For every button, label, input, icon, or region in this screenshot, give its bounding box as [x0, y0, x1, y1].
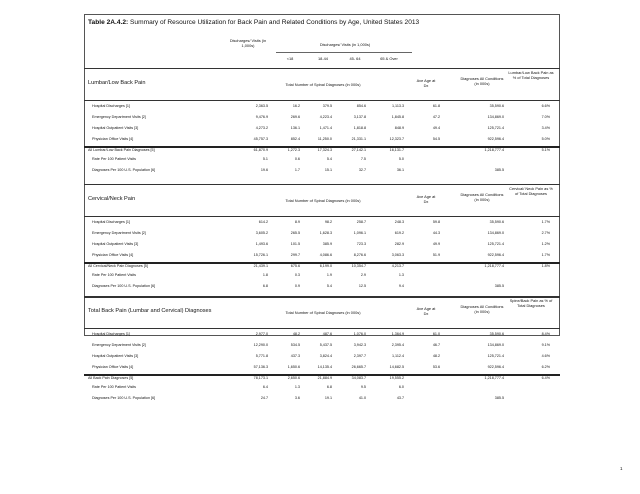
total-cell-total: 78,173.1 [253, 376, 268, 380]
row-label: Physician Office Visits [4] [92, 365, 134, 369]
row-label: Hospital Discharges [1] [92, 332, 130, 336]
cell-total: 614.2 [258, 220, 268, 224]
cell-a: 136.1 [290, 126, 300, 130]
row-label: Physician Office Visits [4] [92, 253, 134, 257]
rate-cell-a: 0.6 [294, 157, 300, 161]
cell-age: 47.2 [432, 115, 440, 119]
total-cell-total: 21,439.1 [253, 264, 268, 268]
total-cell-c: 10,354.7 [351, 264, 366, 268]
pop-row-label: Diagnoses Per 100 U.S. Population [6] [92, 396, 156, 400]
total-cell-d: 19,555.2 [389, 376, 404, 380]
total-cell-a: 1,272.3 [287, 148, 300, 152]
cell-age: 46.7 [432, 343, 440, 347]
total-cell-pct: 1.8% [541, 264, 550, 268]
total-row-label: All Lumbar/Low Back Pain Diagnoses [5] [88, 148, 155, 152]
pop-cell-c: 12.5 [358, 284, 366, 288]
section-header-rule [84, 328, 560, 329]
cell-all: 922,596.4 [487, 365, 504, 369]
rate-cell-c: 9.5 [360, 385, 366, 389]
cell-age: 49.9 [432, 242, 440, 246]
subheader: Total Number of Spinal Diagnoses (in 000s) [285, 198, 361, 203]
cell-total: 45,757.3 [253, 137, 268, 141]
table-title: Table 2A.4.2: Summary of Resource Utilization for Back Pain and Related Conditions by Age, United States 2013 [88, 19, 420, 26]
cell-c: 26,665.7 [351, 365, 366, 369]
row-label: Physician Office Visits [4] [92, 137, 134, 141]
pop-cell-d: 9.4 [398, 284, 404, 288]
rate-cell-b: 6.8 [326, 385, 332, 389]
pop-row-label: Diagnoses Per 100 U.S. Population [6] [92, 168, 156, 172]
cell-d: 2,395.4 [391, 343, 404, 347]
diagnoses-all-header: Diagnoses All Conditions (in 000s) [460, 76, 504, 86]
section-title: Lumbar/Low Back Pain [88, 80, 146, 86]
ave-age-header: Ave Age at Dx [416, 78, 436, 88]
pop-cell-all: 385.5 [494, 396, 504, 400]
cell-all: 134,869.0 [487, 231, 504, 235]
cell-all: 125,721.4 [487, 126, 504, 130]
cell-pct: 2.7% [541, 231, 550, 235]
total-cell-all: 1,218,777.4 [484, 376, 504, 380]
cell-total: 4,273.2 [255, 126, 268, 130]
cell-c: 1,096.1 [353, 231, 366, 235]
cell-d: 1,364.9 [391, 332, 404, 336]
cell-a: 269.6 [290, 115, 300, 119]
rate-cell-d: 5.0 [398, 157, 404, 161]
cell-d: 3,063.3 [391, 253, 404, 257]
cell-b: 5,437.5 [319, 343, 332, 347]
row-label: Emergency Department Visits [2] [92, 231, 146, 235]
cell-all: 922,596.4 [487, 253, 504, 257]
cell-age: 49.4 [432, 126, 440, 130]
cell-c: 3,137.8 [353, 115, 366, 119]
cell-all: 35,590.6 [489, 104, 504, 108]
rate-cell-total: 1.8 [262, 273, 268, 277]
cell-b: 1,471.4 [319, 126, 332, 130]
section-top-rule [84, 68, 560, 69]
cell-all: 922,596.4 [487, 137, 504, 141]
cell-total: 15,726.1 [253, 253, 268, 257]
row-label: Emergency Department Visits [2] [92, 343, 146, 347]
rate-cell-c: 2.9 [360, 273, 366, 277]
cell-b: 11,250.0 [317, 137, 332, 141]
cell-pct: 6.2% [541, 365, 550, 369]
cell-all: 134,869.0 [487, 115, 504, 119]
row-label: Emergency Department Visits [2] [92, 115, 146, 119]
pop-cell-c: 41.0 [358, 396, 366, 400]
row-label: Hospital Outpatient Visits [3] [92, 126, 139, 130]
age-col-1: 18-44 [318, 56, 328, 61]
cell-c: 3,942.3 [353, 343, 366, 347]
cell-c: 8,276.6 [353, 253, 366, 257]
total-cell-a: 2,650.6 [287, 376, 300, 380]
total-cell-b: 6,199.0 [319, 264, 332, 268]
cell-total: 5,771.8 [255, 354, 268, 358]
total-row-label: All Cervical/Neck Pain Diagnoses [5] [88, 264, 148, 268]
cell-total: 2,977.0 [255, 332, 268, 336]
cell-age: 54.5 [432, 137, 440, 141]
cell-a: 101.5 [290, 242, 300, 246]
section-header-rule [84, 216, 560, 217]
pop-cell-total: 24.7 [260, 396, 268, 400]
total-cell-total: 61,870.9 [253, 148, 268, 152]
cell-c: 1,076.0 [353, 332, 366, 336]
subheader: Total Number of Spinal Diagnoses (in 000s) [285, 310, 361, 315]
pop-cell-a: 3.6 [294, 396, 300, 400]
cell-d: 1,112.4 [391, 354, 404, 358]
cell-pct: 8.4% [541, 332, 550, 336]
total-cell-c: 34,083.7 [351, 376, 366, 380]
total-cell-all: 1,218,777.4 [484, 264, 504, 268]
rate-cell-b: 1.9 [326, 273, 332, 277]
percent-header: Lumbar/Low Back Pain as % of Total Diagnoses [508, 70, 554, 80]
cell-age: 59.8 [432, 220, 440, 224]
section-top-rule [84, 184, 560, 185]
pop-cell-b: 15.1 [324, 168, 332, 172]
cell-a: 8.9 [294, 220, 300, 224]
cell-c: 2,397.7 [353, 354, 366, 358]
ave-age-header: Ave Age at Dx [416, 306, 436, 316]
cell-a: 1,650.6 [287, 365, 300, 369]
cell-d: 282.9 [394, 242, 404, 246]
cell-all: 125,721.4 [487, 354, 504, 358]
row-label: Hospital Outpatient Visits [3] [92, 354, 139, 358]
total-cell-pct: 5.1% [541, 148, 550, 152]
cell-b: 3,824.4 [319, 354, 332, 358]
total-cell-a: 675.6 [290, 264, 300, 268]
total-cell-b: 17,324.3 [317, 148, 332, 152]
cell-age: 61.0 [432, 332, 440, 336]
pop-cell-all: 385.5 [494, 168, 504, 172]
age-col-3: 65 & Over [380, 56, 398, 61]
rate-cell-c: 7.5 [360, 157, 366, 161]
cell-b: 4,223.4 [319, 115, 332, 119]
cell-age: 51.9 [432, 253, 440, 257]
pop-cell-b: 5.4 [326, 284, 332, 288]
pop-row-label: Diagnoses Per 100 U.S. Population [6] [92, 284, 156, 288]
cell-c: 854.6 [356, 104, 366, 108]
cell-pct: 1.7% [541, 220, 550, 224]
total-cell-all: 1,218,777.4 [484, 148, 504, 152]
section-title: Cervical/Neck Pain [88, 196, 136, 202]
total-row-label: All Back Pain Diagnoses [5] [88, 376, 134, 380]
total-cell-b: 21,884.9 [317, 376, 332, 380]
section-top-rule [84, 296, 560, 298]
ave-age-header: Ave Age at Dx [416, 194, 436, 204]
cell-total: 1,493.6 [255, 242, 268, 246]
pop-cell-d: 36.1 [396, 168, 404, 172]
cell-d: 1,845.8 [391, 115, 404, 119]
cell-a: 299.7 [290, 253, 300, 257]
cell-a: 48.2 [292, 332, 300, 336]
diagnoses-all-header: Diagnoses All Conditions (in 000s) [460, 192, 504, 202]
cell-d: 848.9 [394, 126, 404, 130]
cell-b: 4,086.6 [319, 253, 332, 257]
cell-pct: 1.2% [541, 242, 550, 246]
section-title: Total Back Pain (Lumbar and Cervical) Diagnoses [88, 308, 212, 314]
cell-total: 57,136.3 [253, 365, 268, 369]
age-col-2: 45- 64 [349, 56, 361, 61]
cell-b: 385.9 [322, 242, 332, 246]
total-cell-c: 27,142.1 [351, 148, 366, 152]
cell-c: 21,331.1 [351, 137, 366, 141]
cell-c: 258.7 [356, 220, 366, 224]
page-number: 1 [620, 466, 623, 471]
cell-b: 14,135.4 [317, 365, 332, 369]
cell-pct: 6.6% [541, 104, 550, 108]
pop-cell-total: 6.8 [262, 284, 268, 288]
rate-cell-total: 6.4 [262, 385, 268, 389]
cell-total: 3,605.2 [255, 231, 268, 235]
total-cell-d: 4,213.7 [391, 264, 404, 268]
cell-a: 16.2 [292, 104, 300, 108]
row-label: Hospital Discharges [1] [92, 220, 130, 224]
cell-c: 723.3 [356, 242, 366, 246]
pop-cell-all: 385.5 [494, 284, 504, 288]
cell-c: 1,818.8 [353, 126, 366, 130]
pop-cell-a: 0.9 [294, 284, 300, 288]
cell-pct: 4.6% [541, 354, 550, 358]
cell-pct: 7.0% [541, 115, 550, 119]
cell-a: 437.3 [290, 354, 300, 358]
cell-pct: 3.4% [541, 126, 550, 130]
cell-b: 487.6 [322, 332, 332, 336]
rate-row-label: Rate Per 100 Patient Visits [92, 157, 137, 161]
pop-cell-c: 32.7 [358, 168, 366, 172]
cell-d: 248.3 [394, 220, 404, 224]
cell-d: 619.2 [394, 231, 404, 235]
cell-age: 44.3 [432, 231, 440, 235]
cell-a: 265.5 [290, 231, 300, 235]
row-label: Hospital Discharges [1] [92, 104, 130, 108]
cell-all: 134,869.0 [487, 343, 504, 347]
diagnoses-all-header: Diagnoses All Conditions (in 000s) [460, 304, 504, 314]
cell-a: 534.5 [290, 343, 300, 347]
discharges-visits-header: Discharges/ Visits (in 1,000s) [229, 38, 267, 48]
cell-total: 9,476.9 [255, 115, 268, 119]
rate-row-label: Rate Per 100 Patient Visits [92, 273, 137, 277]
cell-d: 14,682.5 [389, 365, 404, 369]
cell-age: 53.6 [432, 365, 440, 369]
cell-all: 35,590.6 [489, 332, 504, 336]
cell-pct: 1.7% [541, 253, 550, 257]
pop-cell-b: 19.1 [324, 396, 332, 400]
rate-cell-total: 5.1 [262, 157, 268, 161]
rate-row-label: Rate Per 100 Patient Visits [92, 385, 137, 389]
total-cell-pct: 6.4% [541, 376, 550, 380]
pop-cell-total: 19.6 [260, 168, 268, 172]
cell-total: 2,363.5 [255, 104, 268, 108]
subheader: Total Number of Spinal Diagnoses (in 000s) [285, 82, 361, 87]
pop-cell-d: 43.7 [396, 396, 404, 400]
cell-pct: 9.1% [541, 343, 550, 347]
rate-cell-a: 1.3 [294, 385, 300, 389]
rate-cell-a: 0.3 [294, 273, 300, 277]
age-group-header: Discharges/ Visits (in 1,000s) [319, 42, 371, 47]
pop-cell-a: 1.7 [294, 168, 300, 172]
cell-age: 48.2 [432, 354, 440, 358]
rate-cell-b: 5.4 [326, 157, 332, 161]
section-header-rule [84, 100, 560, 101]
percent-header: Cervical/ Neck Pain as % of Total Diagnoses [509, 186, 553, 196]
cell-b: 98.2 [324, 220, 332, 224]
total-cell-d: 16,131.7 [389, 148, 404, 152]
cell-d: 12,323.7 [389, 137, 404, 141]
row-label: Hospital Outpatient Visits [3] [92, 242, 139, 246]
cell-b: 379.5 [322, 104, 332, 108]
percent-header: Spine/Back Pain as % of Total Diagnoses [509, 298, 553, 308]
rate-cell-d: 1.3 [398, 273, 404, 277]
age-col-0: <18 [286, 56, 294, 61]
rate-cell-d: 6.0 [398, 385, 404, 389]
cell-all: 35,590.6 [489, 220, 504, 224]
cell-a: 852.4 [290, 137, 300, 141]
cell-total: 12,290.0 [253, 343, 268, 347]
cell-age: 61.8 [432, 104, 440, 108]
cell-d: 1,113.3 [391, 104, 404, 108]
cell-all: 125,721.4 [487, 242, 504, 246]
cell-pct: 5.0% [541, 137, 550, 141]
cell-b: 1,628.3 [319, 231, 332, 235]
